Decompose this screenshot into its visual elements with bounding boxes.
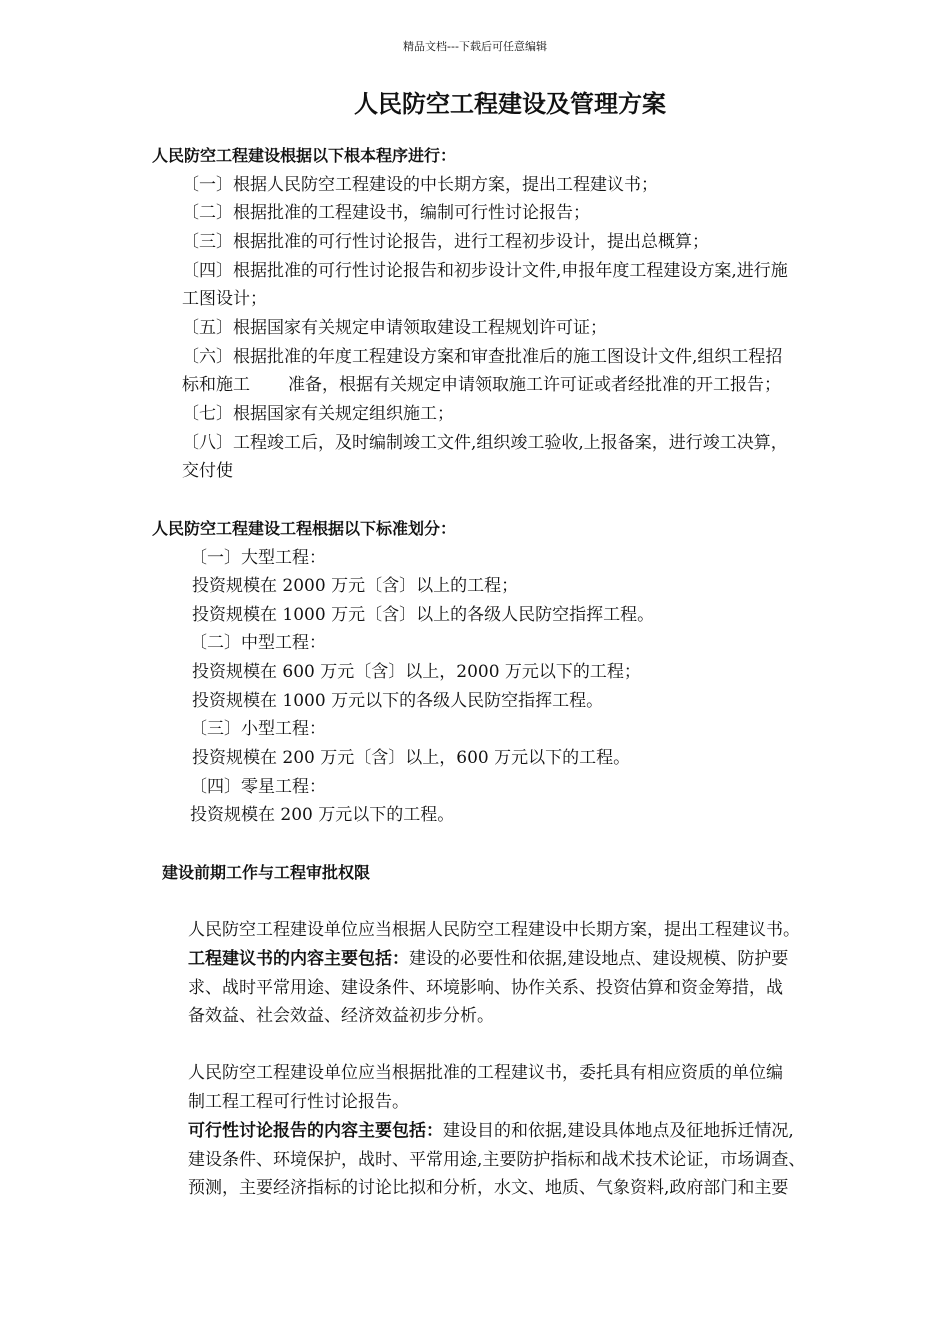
list-item	[182, 373, 781, 397]
list-item: 〔二〕根据批准的工程建设书，编制可行性讨论报告；	[182, 203, 590, 223]
list-item: 〔一〕根据人民防空工程建设的中长期方案，提出工程建议书；	[182, 175, 658, 195]
paragraph: 人民防空工程建设单位应当根据批准的工程建议书，委托具有相应资质的单位编	[188, 1063, 783, 1083]
list-item: 投资规模在 200 万元〔含〕以上，600 万元以下的工程。	[192, 748, 631, 768]
list-item: 〔三〕小型工程：	[190, 719, 326, 739]
list-item: 〔三〕根据批准的可行性讨论报告，进行工程初步设计，提出总概算；	[182, 232, 709, 252]
list-item: 交付使	[182, 461, 233, 481]
section2-heading: 人民防空工程建设工程根据以下标准划分：	[152, 519, 457, 538]
list-item: 工图设计；	[182, 289, 267, 309]
section3-heading: 建设前期工作与工程审批权限	[162, 863, 371, 882]
paragraph: 人民防空工程建设单位应当根据人民防空工程建设中长期方案，提出工程建议书。	[188, 920, 800, 940]
list-item: 投资规模在 1000 万元以下的各级人民防空指挥工程。	[192, 691, 604, 711]
list-item: 〔六〕根据批准的年度工程建设方案和审查批准后的施工图设计文件,组织工程招	[182, 347, 783, 367]
section1-heading: 人民防空工程建设根据以下根本程序进行：	[152, 146, 457, 165]
list-item: 〔四〕根据批准的可行性讨论报告和初步设计文件,申报年度工程建设方案,进行施	[182, 261, 788, 281]
paragraph-line: 建设条件、环境保护，战时、平常用途,主要防护指标和战术技术论证，市场调查、	[188, 1150, 806, 1170]
list-item: 投资规模在 600 万元〔含〕以上，2000 万元以下的工程；	[192, 662, 641, 682]
paragraph-text: 建设目的和依据,建设具体地点及征地拆迁情况,	[443, 1121, 794, 1141]
paragraph-label: 可行性讨论报告的内容主要包括：	[188, 1121, 443, 1141]
list-item-part: 准备，根据有关规定申请领取施工许可证或者经批准的开工报告；	[288, 375, 781, 395]
list-item: 〔五〕根据国家有关规定申请领取建设工程规划许可证；	[182, 318, 607, 338]
paragraph-line: 备效益、社会效益、经济效益初步分析。	[188, 1006, 494, 1026]
list-item: 〔四〕零星工程：	[190, 777, 326, 797]
page-title: 人民防空工程建设及管理方案	[354, 90, 666, 118]
header-note: 精品文档---下载后可任意编辑	[403, 40, 547, 53]
list-item-part: 标和施工	[182, 375, 250, 395]
list-item: 〔七〕根据国家有关规定组织施工；	[182, 404, 454, 424]
paragraph-text: 建设的必要性和依据,建设地点、建设规模、防护要	[409, 949, 789, 969]
paragraph-label: 工程建议书的内容主要包括：	[188, 949, 409, 969]
list-item: 投资规模在 2000 万元〔含〕以上的工程；	[192, 576, 519, 596]
paragraph	[188, 947, 788, 971]
paragraph-line: 求、战时平常用途、建设条件、环境影响、协作关系、投资估算和资金筹措，战	[188, 978, 783, 998]
list-item: 投资规模在 1000 万元〔含〕以上的各级人民防空指挥工程。	[192, 605, 655, 625]
paragraph	[188, 1119, 794, 1143]
list-item: 投资规模在 200 万元以下的工程。	[190, 805, 455, 825]
paragraph-line: 制工程工程可行性讨论报告。	[188, 1092, 409, 1112]
list-item: 〔一〕大型工程：	[190, 548, 326, 568]
paragraph-line: 预测，主要经济指标的讨论比拟和分析，水文、地质、气象资料,政府部门和主要	[188, 1178, 789, 1198]
list-item: 〔八〕工程竣工后，及时编制竣工文件,组织竣工验收,上报备案，进行竣工决算，	[182, 433, 788, 453]
list-item: 〔二〕中型工程：	[190, 633, 326, 653]
